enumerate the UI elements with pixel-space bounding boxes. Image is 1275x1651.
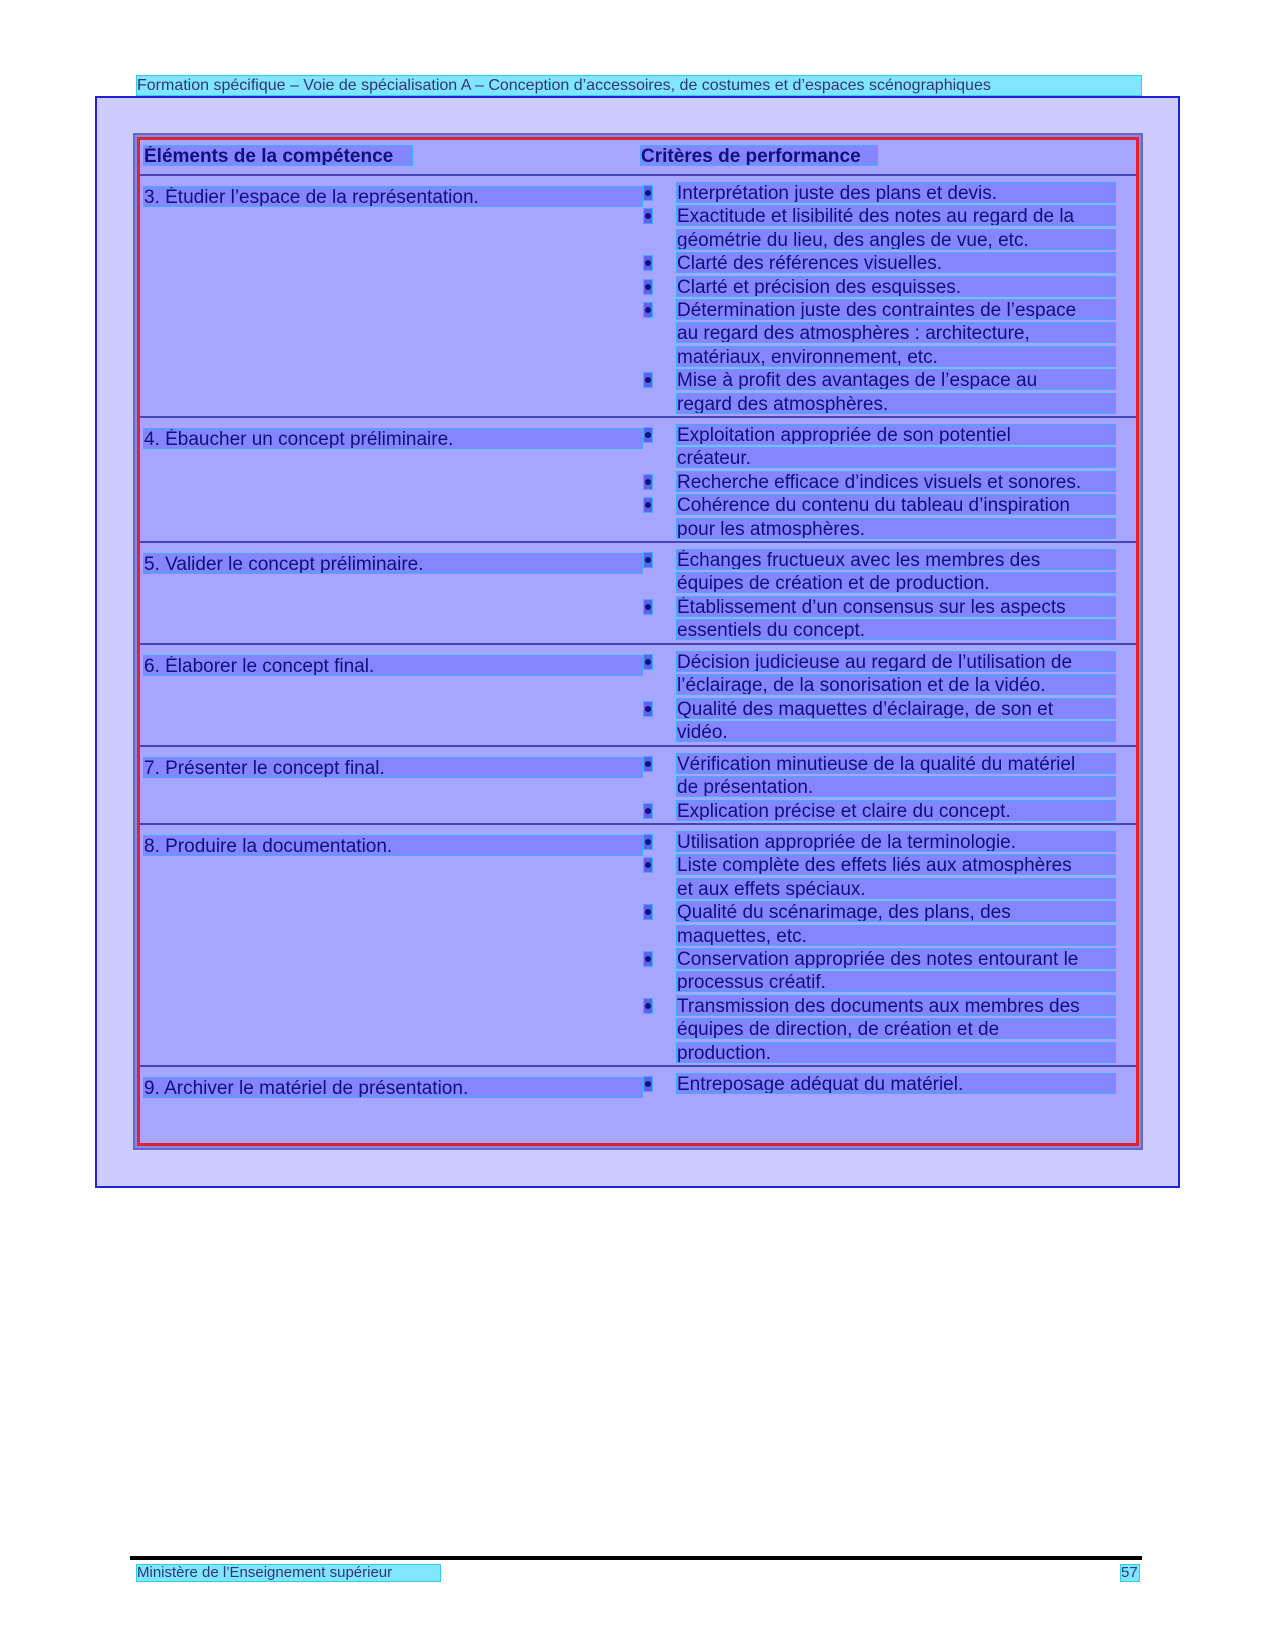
competence-element: 3. Étudier l’espace de la représentation.: [143, 186, 643, 207]
bullet-icon: [643, 701, 653, 717]
competence-element: 5. Valider le concept préliminaire.: [143, 553, 643, 574]
bullet-icon: [643, 1076, 653, 1092]
criterion-text: Liste complète des effets liés aux atmosphères: [676, 854, 1116, 875]
criterion-text: au regard des atmosphères : architecture,: [676, 322, 1116, 343]
criterion-text: Exploitation appropriée de son potentiel: [676, 424, 1116, 445]
criterion-text: regard des atmosphères.: [676, 393, 1116, 414]
criterion-text: matériaux, environnement, etc.: [676, 346, 1116, 367]
criterion-text: de présentation.: [676, 776, 1116, 797]
criterion-text: Interprétation juste des plans et devis.: [676, 182, 1116, 203]
criterion-text: Vérification minutieuse de la qualité du matériel: [676, 753, 1116, 774]
bullet-icon: [643, 857, 653, 873]
criterion-text: équipes de création et de production.: [676, 572, 1116, 593]
bullet-icon: [643, 208, 653, 224]
criterion-text: Clarté des références visuelles.: [676, 252, 1116, 273]
column-header-elements: Éléments de la compétence: [143, 145, 413, 166]
criterion-text: Explication précise et claire du concept.: [676, 800, 1116, 821]
bullet-icon: [643, 497, 653, 513]
bullet-icon: [643, 803, 653, 819]
bullet-icon: [643, 756, 653, 772]
page-number: 57: [1120, 1564, 1140, 1582]
criterion-text: Conservation appropriée des notes entourant le: [676, 948, 1116, 969]
criterion-text: Mise à profit des avantages de l’espace au: [676, 369, 1116, 390]
criterion-text: maquettes, etc.: [676, 925, 1116, 946]
competence-element: 8. Produire la documentation.: [143, 835, 643, 856]
criterion-text: Détermination juste des contraintes de l’espace: [676, 299, 1116, 320]
criterion-text: Exactitude et lisibilité des notes au regard de la: [676, 205, 1116, 226]
bullet-icon: [643, 279, 653, 295]
criterion-text: équipes de direction, de création et de: [676, 1018, 1116, 1039]
column-header-criteria: Critères de performance: [640, 145, 878, 166]
footer-rule: [130, 1556, 1142, 1560]
bullet-icon: [643, 185, 653, 201]
bullet-icon: [643, 599, 653, 615]
criterion-text: pour les atmosphères.: [676, 518, 1116, 539]
bullet-icon: [643, 951, 653, 967]
bullet-icon: [643, 474, 653, 490]
bullet-icon: [643, 302, 653, 318]
criterion-text: Entreposage adéquat du matériel.: [676, 1073, 1116, 1094]
criterion-text: essentiels du concept.: [676, 619, 1116, 640]
criterion-text: créateur.: [676, 447, 1116, 468]
criterion-text: Clarté et précision des esquisses.: [676, 276, 1116, 297]
footer-ministry: Ministère de l’Enseignement supérieur: [136, 1564, 441, 1582]
bullet-icon: [643, 834, 653, 850]
running-header: Formation spécifique – Voie de spécialisation A – Conception d’accessoires, de costumes et d’espaces scénographiques: [136, 75, 1142, 96]
competence-element: 6. Élaborer le concept final.: [143, 655, 643, 676]
criterion-text: Cohérence du contenu du tableau d’inspiration: [676, 494, 1116, 515]
criterion-text: vidéo.: [676, 721, 1116, 742]
bullet-icon: [643, 372, 653, 388]
criterion-text: géométrie du lieu, des angles de vue, etc.: [676, 229, 1116, 250]
bullet-icon: [643, 998, 653, 1014]
bullet-icon: [643, 255, 653, 271]
competence-element: 9. Archiver le matériel de présentation.: [143, 1077, 643, 1098]
criterion-text: Utilisation appropriée de la terminologie.: [676, 831, 1116, 852]
criterion-text: processus créatif.: [676, 971, 1116, 992]
criterion-text: Transmission des documents aux membres des: [676, 995, 1116, 1016]
criterion-text: production.: [676, 1042, 1116, 1063]
criterion-text: et aux effets spéciaux.: [676, 878, 1116, 899]
criterion-text: Recherche efficace d’indices visuels et sonores.: [676, 471, 1116, 492]
competence-element: 7. Présenter le concept final.: [143, 757, 643, 778]
criterion-text: Échanges fructueux avec les membres des: [676, 549, 1116, 570]
criterion-text: Qualité des maquettes d’éclairage, de son et: [676, 698, 1116, 719]
criterion-text: Qualité du scénarimage, des plans, des: [676, 901, 1116, 922]
criterion-text: l’éclairage, de la sonorisation et de la vidéo.: [676, 674, 1116, 695]
bullet-icon: [643, 427, 653, 443]
bullet-icon: [643, 654, 653, 670]
criterion-text: Établissement d’un consensus sur les aspects: [676, 596, 1116, 617]
bullet-icon: [643, 904, 653, 920]
bullet-icon: [643, 552, 653, 568]
competence-element: 4. Ébaucher un concept préliminaire.: [143, 428, 643, 449]
criterion-text: Décision judicieuse au regard de l’utilisation de: [676, 651, 1116, 672]
